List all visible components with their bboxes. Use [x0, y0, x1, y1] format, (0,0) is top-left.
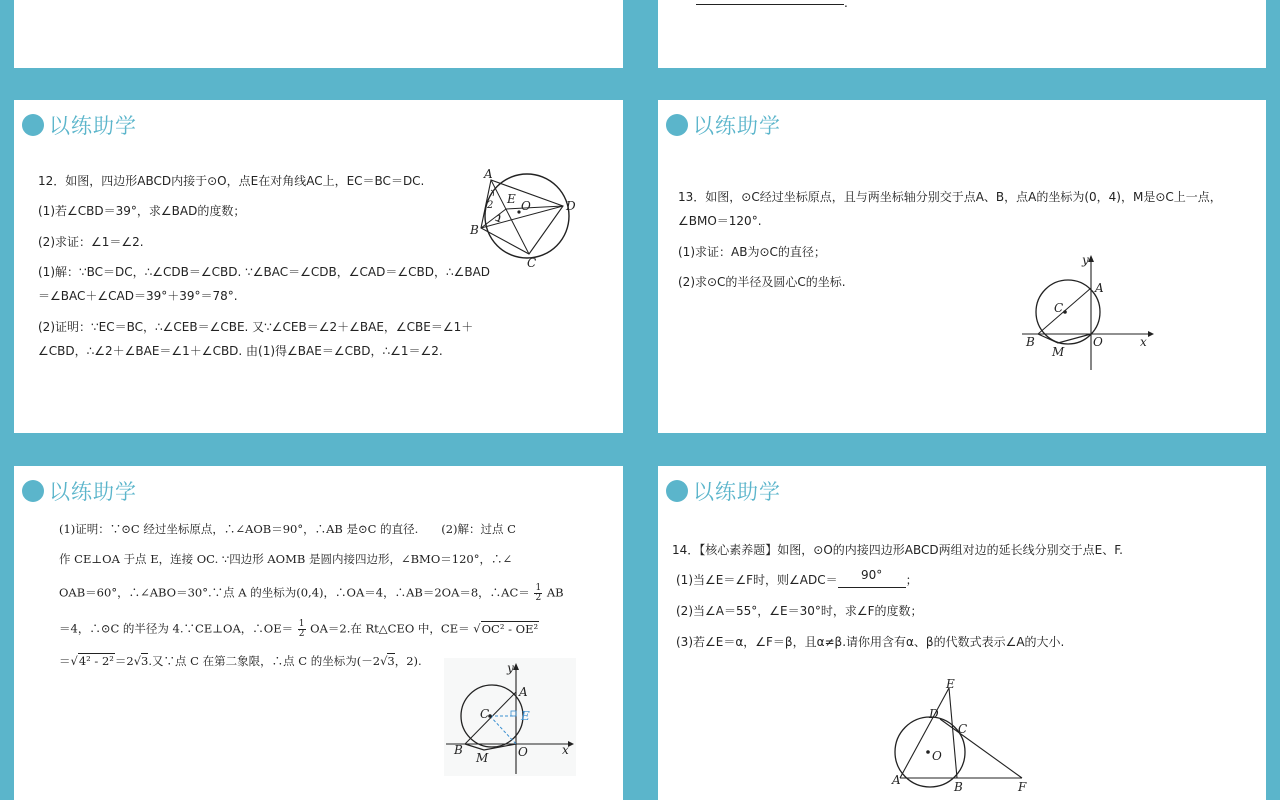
label-c: C: [1054, 301, 1064, 315]
problem-14-sub3: (3)若∠E＝α，∠F＝β，且α≠β.请你用含有α、β的代数式表示∠A的大小.: [676, 635, 1065, 649]
label-b: B: [954, 780, 963, 793]
label-d: D: [929, 707, 939, 721]
x-axis-arrow: [568, 741, 574, 747]
label-1: 1: [496, 214, 503, 225]
radicand: 3: [387, 654, 395, 668]
section-header: [666, 476, 781, 506]
answer-13-line3-text: OAB＝60°，∴∠ABO＝30°.∵点 A 的坐标为(0,4)，∴OA＝4，∴AB＝2OA＝8，∴AC＝: [59, 585, 530, 600]
problem-12-answer1-line2: ＝∠BAC＋∠CAD＝39°＋39°＝78°.: [38, 289, 238, 303]
label-a: A: [484, 167, 493, 181]
slide-panel-problem-13-answer: [14, 466, 623, 800]
problem-12-answer2-line2: ∠CBD，∴∠2＋∠BAE＝∠1＋∠CBD. 由(1)得∠BAE＝∠CBD，∴∠1＝∠2.: [38, 344, 443, 358]
label-d: D: [566, 199, 576, 213]
label-o: O: [521, 199, 531, 213]
bullet-dot-icon: [22, 480, 44, 502]
slide-panel-top-left: [14, 0, 623, 68]
section-title: 以练助学: [693, 480, 781, 504]
problem-14-sub2: (2)当∠A＝55°，∠E＝30°时，求∠F的度数；: [676, 604, 923, 618]
bullet-dot-icon: [666, 114, 688, 136]
label-f: F: [1018, 780, 1027, 793]
sqrt-sign-icon: √: [473, 621, 481, 636]
label-a: A: [892, 773, 901, 787]
label-a: A: [1095, 281, 1104, 295]
label-y: y: [507, 661, 514, 675]
section-header: [22, 476, 137, 506]
problem-13-sub2: (2)求⊙C的半径及圆心C的坐标.: [678, 275, 846, 289]
answer-13-line1: (1)证明：∵⊙C 经过坐标原点，∴∠AOB＝90°，∴AB 是⊙C 的直径. (2)解：过点 C: [59, 522, 516, 536]
fraction-half: $\frac{1}{2}$: [298, 619, 305, 639]
problem-13-sub1: (1)求证：AB为⊙C的直径；: [678, 245, 826, 259]
label-b: B: [470, 223, 479, 237]
figure-cyclic-quadrilateral-14: [888, 678, 1038, 793]
answer-13-line5: ＝√4² - 2²＝2√3.又∵点 C 在第二象限，∴点 C 的坐标为(－2√3，2).: [59, 654, 422, 668]
section-title: 以练助学: [49, 480, 137, 504]
section-title: 以练助学: [693, 114, 781, 138]
fraction-half: $\frac{1}{2}$: [535, 583, 542, 603]
problem-12-answer2-line1: (2)证明：∵EC＝BC，∴∠CEB＝∠CBE. 又∵∠CEB＝∠2＋∠BAE，∠CBE＝∠1＋: [38, 320, 474, 334]
label-o: O: [932, 749, 942, 763]
label-o: O: [1093, 335, 1103, 349]
problem-12-sub2: (2)求证：∠1＝∠2.: [38, 235, 144, 249]
line-a-e: [900, 688, 949, 778]
radicand: 3: [141, 654, 149, 668]
y-axis-arrow: [513, 663, 519, 670]
section-header: [666, 110, 781, 140]
label-a: A: [519, 685, 528, 699]
bullet-dot-icon: [22, 114, 44, 136]
right-angle-mark: [511, 711, 516, 716]
label-c: C: [480, 707, 490, 721]
answer-13-line3: [59, 584, 564, 603]
sqrt-sign-icon: √: [380, 654, 388, 668]
label-c: C: [527, 256, 537, 270]
answer-13-line4: ＝4，∴⊙C 的半径为 4.∵CE⊥OA，∴OE＝ $\frac{1}{2}$ OA＝2.在 Rt△CEO 中，CE＝ √OC² - OE²: [59, 619, 539, 639]
problem-12-answer1-line1: (1)解：∵BC＝DC，∴∠CDB＝∠CBD. ∵∠BAC＝∠CDB，∠CAD＝∠CBD，∴∠BAD: [38, 265, 491, 279]
point-c: [1063, 310, 1067, 314]
answer-value: 90°: [860, 568, 883, 582]
section-title: 以练助学: [49, 114, 137, 138]
figure-circle-axes-13: [1020, 250, 1155, 372]
figure-circle-axes-13-answer: [444, 658, 576, 776]
problem-12-sub1: (1)若∠CBD＝39°，求∠BAD的度数；: [38, 204, 246, 218]
label-c: C: [958, 722, 968, 736]
dashed-co: [490, 716, 516, 744]
answer-blank: [838, 568, 906, 588]
line-d-f: [940, 719, 1022, 778]
answer-blank-line: [696, 4, 844, 5]
label-e: E: [521, 709, 530, 723]
slide-panel-problem-12: [14, 100, 623, 433]
y-axis-arrow: [1088, 255, 1094, 262]
label-m: M: [1052, 345, 1065, 359]
slide-panel-top-right: [658, 0, 1266, 68]
problem-13-question-line1: 13．如图，⊙C经过坐标原点，且与两坐标轴分别交于点A、B，点A的坐标为(0，4)，M是⊙C上一点，: [678, 190, 1222, 204]
slide-panel-problem-14: [658, 466, 1266, 800]
section-header: [22, 110, 137, 140]
label-e: E: [946, 678, 955, 691]
label-y: y: [1082, 253, 1089, 267]
bullet-dot-icon: [666, 480, 688, 502]
figure-cyclic-quadrilateral-12: [469, 166, 589, 271]
label-2: 2: [487, 200, 494, 211]
radicand: OC² - OE²: [481, 621, 539, 636]
answer-13-line2: 作 CE⊥OA 于点 E，连接 OC. ∵四边形 AOMB 是圆内接四边形，∠BMO＝120°，∴∠: [59, 552, 513, 566]
blank-period: .: [844, 0, 848, 10]
label-o: O: [518, 745, 528, 759]
problem-14-sub1: (1)当∠E＝∠F时，则∠ADC＝ 90° ；: [676, 568, 918, 587]
label-b: B: [1026, 335, 1035, 349]
label-e: E: [507, 192, 516, 206]
label-x: x: [562, 743, 569, 757]
answer-13-line3-tail: AB: [546, 585, 564, 600]
label-x: x: [1140, 335, 1147, 349]
radicand: 4² - 2²: [78, 654, 114, 668]
center-point-o: [926, 750, 930, 754]
label-b: B: [454, 743, 463, 757]
problem-12-question: 12．如图，四边形ABCD内接于⊙O，点E在对角线AC上，EC＝BC＝DC.: [38, 174, 425, 188]
line-e-b: [949, 688, 957, 778]
sqrt-sign-icon: √: [70, 654, 78, 668]
label-m: M: [476, 751, 489, 765]
sqrt-sign-icon: √: [133, 654, 142, 668]
problem-13-question-line2: ∠BMO＝120°.: [678, 214, 762, 228]
problem-14-question: 14．【核心素养题】如图，⊙O的内接四边形ABCD两组对边的延长线分别交于点E、F.: [672, 543, 1123, 557]
x-axis-arrow: [1148, 331, 1154, 337]
slide-panel-problem-13: [658, 100, 1266, 433]
